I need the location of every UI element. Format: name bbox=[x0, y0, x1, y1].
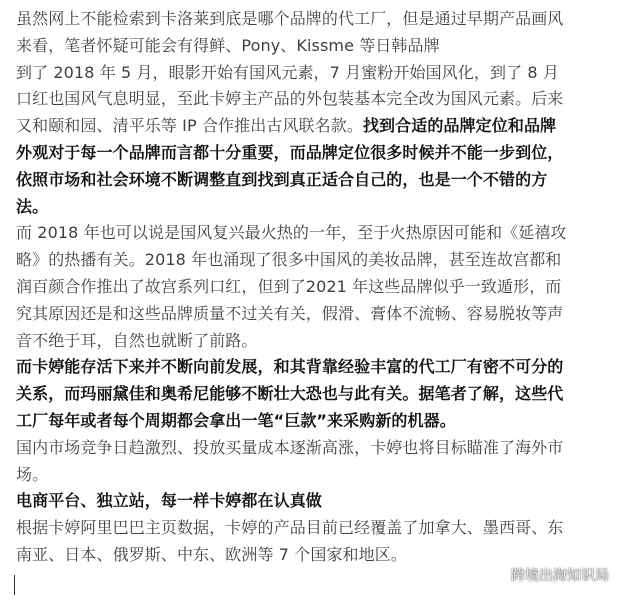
watermark-text: 跨境出海知识局 bbox=[511, 568, 609, 584]
text-line: 而 2018 年也可以说是国风复兴最火热的一年，至于火热原因可能和《延禧攻 bbox=[16, 223, 567, 243]
heading-text: 电商平台、独立站，每一样卡婷都在认真做 bbox=[16, 491, 322, 511]
bold-line: 外观对于每一个品牌而言都十分重要，而品牌定位很多时候并不能一步到位， bbox=[16, 142, 564, 162]
text-line: 究其原因还是和这些品牌质量不过关有关，假滑、膏体不流畅、容易脱妆等声 bbox=[16, 303, 564, 323]
paragraph-2 bbox=[16, 60, 613, 221]
watermark bbox=[485, 565, 609, 585]
text-line: 场。 bbox=[16, 464, 49, 484]
article-body bbox=[16, 6, 613, 569]
paragraph-4-bold bbox=[16, 354, 613, 434]
text-line: 到了 2018 年 5 月，眼影开始有国风元素，7 月蜜粉开始国风化，到了 8 月 bbox=[16, 62, 559, 82]
paragraph-5 bbox=[16, 435, 613, 489]
bold-line: 法。 bbox=[16, 196, 49, 216]
bold-line: 工厂每年或者每个周期都会拿出一笔“巨款”来采购新的机器。 bbox=[16, 410, 456, 430]
wechat-icon bbox=[485, 565, 505, 585]
paragraph-3 bbox=[16, 220, 613, 354]
text-line: 国内市场竞争日趋激烈、投放买量成本逐渐高涨，卡婷也将目标瞄准了海外市 bbox=[16, 437, 564, 457]
bold-line: 关系，而玛丽黛佳和奥希尼能够不断壮大恐也与此有关。据笔者了解，这些代 bbox=[16, 384, 564, 404]
text-line: 来看，笔者怀疑可能会有得鲜、Pony、Kissme 等日韩品牌 bbox=[16, 35, 440, 55]
text-line-mixed bbox=[16, 113, 613, 140]
text-line: 口红也国风气息明显，至此卡婷主产品的外包装基本完全改为国风元素。后来 bbox=[16, 89, 564, 109]
bold-line: 依照市场和社会环境不断调整直到找到真正适合自己的，也是一个不错的方 bbox=[16, 169, 548, 189]
paragraph-6 bbox=[16, 515, 613, 569]
text-line: 略》的热播有关。2018 年也涌现了很多中国风的美妆品牌，甚至连故宫都和 bbox=[16, 250, 562, 270]
text-line: 根据卡婷阿里巴巴主页数据，卡婷的产品目前已经覆盖了加拿大、墨西哥、东 bbox=[16, 518, 564, 538]
section-heading bbox=[16, 488, 613, 515]
text-line: 南亚、日本、俄罗斯、中东、欧洲等 7 个国家和地区。 bbox=[16, 544, 407, 564]
bold-line: 而卡婷能存活下来并不断向前发展，和其背靠经验丰富的代工厂有密不可分的 bbox=[16, 357, 564, 377]
bold-segment: 找到合适的品牌定位和品牌 bbox=[362, 116, 557, 136]
text-line: 虽然网上不能检索到卡洛莱到底是哪个品牌的代工厂，但是通过早期产品画风 bbox=[16, 9, 564, 28]
text-line: 润百颜合作推出了故宫系列口红，但到了2021 年这些品牌似乎一致遁形，而 bbox=[16, 276, 562, 296]
text-segment: 又和颐和园、清平乐等 IP 合作推出古风联名款。 bbox=[16, 116, 363, 136]
text-cursor bbox=[14, 575, 15, 595]
text-line: 音不绝于耳，自然也就断了前路。 bbox=[16, 330, 258, 350]
paragraph-1 bbox=[16, 6, 613, 60]
